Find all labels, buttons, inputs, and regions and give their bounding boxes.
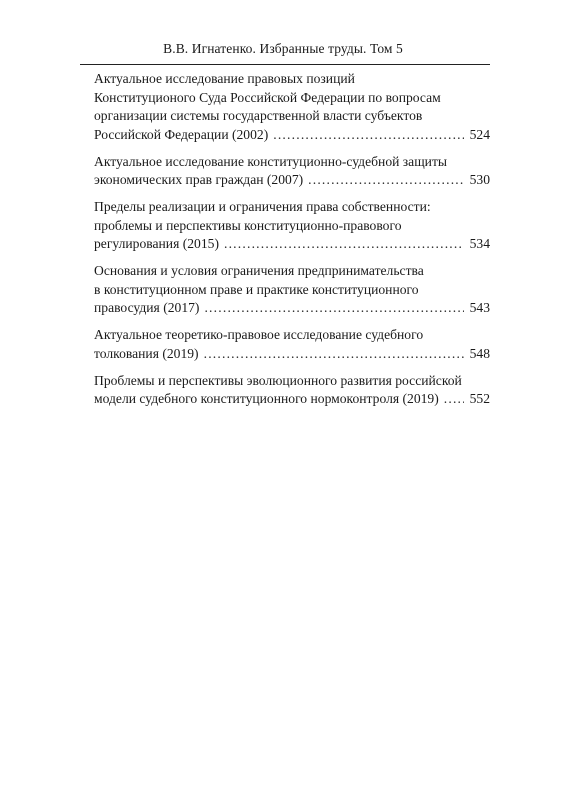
toc-entry-line: Проблемы и перспективы эволюционного развития российской bbox=[94, 372, 462, 388]
toc-entry-line: проблемы и перспективы конституционно-правового bbox=[94, 217, 402, 233]
toc-entry-line: экономических прав граждан (2007) bbox=[94, 172, 304, 187]
table-of-contents bbox=[94, 70, 490, 417]
toc-entry-line: организации системы государственной власти субъектов bbox=[94, 108, 423, 123]
toc-entry-line: толкования (2019) bbox=[94, 345, 199, 361]
toc-page-number: 524 bbox=[469, 126, 490, 142]
dot-leader bbox=[273, 126, 464, 145]
toc-page-number: 543 bbox=[469, 300, 490, 315]
dot-leader bbox=[308, 171, 464, 190]
dot-leader bbox=[224, 235, 464, 254]
toc-entry-line: правосудия (2017) bbox=[94, 300, 200, 315]
toc-entry-line: Актуальное исследование правовых позиций bbox=[94, 71, 355, 86]
toc-entry-line: модели судебного конституционного нормоконтроля (2019) bbox=[94, 391, 439, 406]
toc-entry-line: Актуальное теоретико-правовое исследование судебного bbox=[94, 327, 424, 342]
toc-entry[interactable] bbox=[94, 262, 490, 318]
toc-entry[interactable] bbox=[94, 153, 490, 190]
toc-page-number: 534 bbox=[469, 236, 490, 251]
running-head: В.В. Игнатенко. Избранные труды. Том 5 bbox=[163, 41, 403, 56]
toc-entry[interactable] bbox=[94, 326, 490, 363]
toc-entry[interactable] bbox=[94, 70, 490, 144]
toc-entry-line: Пределы реализации и ограничения права собственности: bbox=[94, 199, 431, 214]
toc-entry-last-line bbox=[94, 390, 490, 409]
toc-entry-line: Актуальное исследование конституционно-судебной защиты bbox=[94, 153, 448, 169]
toc-entry-line: Конституционого Суда Российской Федерации по вопросам bbox=[94, 89, 441, 105]
dot-leader bbox=[204, 299, 464, 318]
toc-entry-last-line bbox=[94, 345, 490, 364]
toc-entry[interactable] bbox=[94, 372, 490, 409]
toc-entry-last-line bbox=[94, 235, 490, 254]
toc-entry-line: регулирования (2015) bbox=[94, 236, 219, 251]
toc-page-number: 552 bbox=[469, 391, 490, 406]
header-rule bbox=[80, 64, 490, 65]
toc-entry[interactable] bbox=[94, 198, 490, 254]
dot-leader bbox=[204, 345, 464, 364]
toc-entry-last-line bbox=[94, 171, 490, 190]
toc-page-number: 548 bbox=[469, 345, 490, 361]
toc-entry-line: Российской Федерации (2002) bbox=[94, 126, 269, 142]
dot-leader bbox=[444, 390, 464, 409]
toc-entry-line: Основания и условия ограничения предпринимательства bbox=[94, 263, 424, 278]
toc-entry-line: в конституционном праве и практике конституционного bbox=[94, 281, 419, 297]
toc-page-number: 530 bbox=[469, 172, 490, 187]
toc-entry-last-line bbox=[94, 126, 490, 145]
toc-entry-last-line bbox=[94, 299, 490, 318]
